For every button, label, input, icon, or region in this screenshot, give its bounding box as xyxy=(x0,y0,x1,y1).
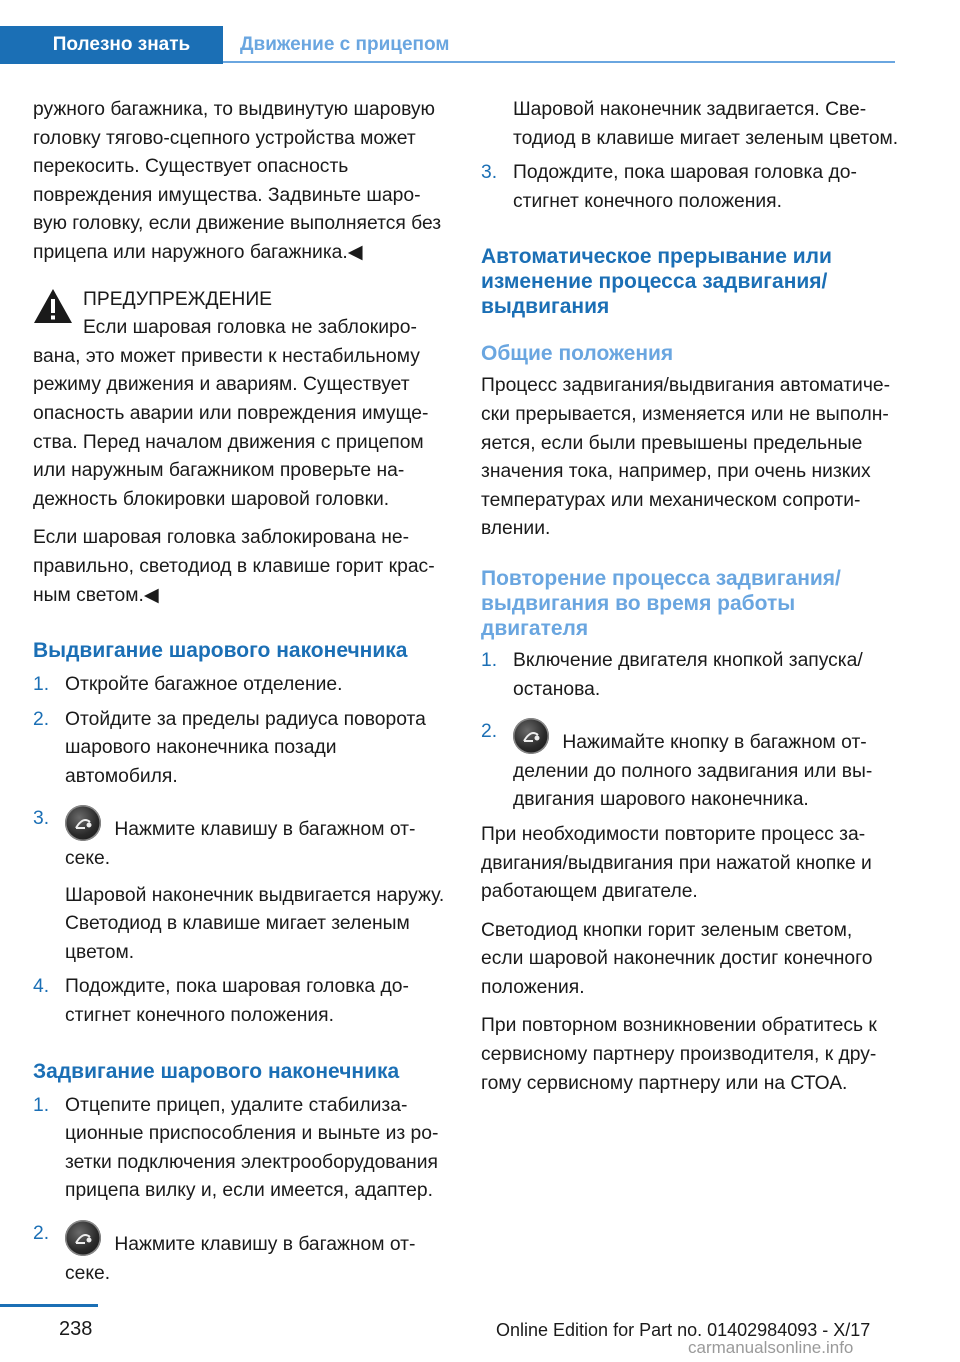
left-column xyxy=(33,96,447,1294)
warning-text-2: Если шаровая головка заблокирована неправильно, светодиод в клавише горит красным светом.◀ xyxy=(33,527,435,606)
trailer-hitch-button-icon xyxy=(65,805,101,841)
list-item: 2. Отойдите за пределы радиуса поворота шарового наконечника позади автомобиля. xyxy=(33,708,426,787)
warning-block xyxy=(33,286,447,611)
section-title-auto-interrupt: Автоматическое прерывание или изменение процесса задвигания/ выдвигания xyxy=(481,245,832,319)
chapter-tab: Полезно знать xyxy=(0,26,223,64)
warning-triangle-icon xyxy=(33,288,73,334)
footer-divider xyxy=(0,1304,98,1307)
trailer-hitch-button-icon xyxy=(65,1220,101,1256)
subsection-title-general: Общие положения xyxy=(481,342,674,366)
list-item: 1. Отцепите прицеп, удалите стабилизационные приспособления и выньте из розетки подключения электрооборудования прицепа вилку и, если имеется, адаптер. xyxy=(33,1094,439,1202)
list-item: 4. Подождите, пока шаровая головка достигнет конечного положения. xyxy=(33,976,409,1027)
warning-title: ПРЕДУПРЕЖДЕНИЕ xyxy=(83,288,273,310)
right-column xyxy=(481,96,899,1108)
general-paragraph: Процесс задвигания/выдвигания автоматически прерывается, изменяется или не выполняется, если были превышены предельные значения тока, например, при очень низких температурах или механическом сопротивлении. xyxy=(481,375,891,540)
list-item-continued: Шаровой наконечник задвигается. Светодиод в клавише мигает зеленым цветом. xyxy=(513,99,899,149)
subsection-title-repeat: Повторение процесса задвигания/ выдвигания во время работы двигателя xyxy=(481,566,841,640)
extend-steps xyxy=(33,671,447,1031)
page-number: 238 xyxy=(59,1318,93,1340)
edition-info: Online Edition for Part no. 01402984093 - X/17 xyxy=(496,1320,871,1340)
trailer-hitch-button-icon xyxy=(513,718,549,754)
watermark: carmanualsonline.info xyxy=(688,1338,854,1357)
list-item: 2. Нажимайте кнопку в багажном отделении до полного задвигания или выдвигания шарового наконечника. xyxy=(481,718,899,815)
paragraph: Светодиод кнопки горит зеленым светом, если шаровой наконечник достиг конечного положения. xyxy=(481,919,873,998)
list-item: 2. Нажмите клавишу в багажном отсеке. xyxy=(33,1220,447,1288)
header-divider xyxy=(223,61,895,63)
paragraph: При необходимости повторите процесс задвигания/выдвигания при нажатой кнопке и работающем двигателе. xyxy=(481,823,872,903)
section-title-retract: Задвигание шарового наконечника xyxy=(33,1059,400,1083)
intro-paragraph: ружного багажника, то выдвинутую шаровую головку тягово-сцепного устройства может перекосить. Существует опасность повреждения имущества. Задвиньте шаровую головку, если движение выполняется без прицепа или наружного багажника.◀ xyxy=(33,99,442,263)
retract-steps xyxy=(33,1092,447,1289)
list-item: 3. Подождите, пока шаровая головка достигнет конечного положения. xyxy=(481,162,857,212)
list-item: 1. Откройте багажное отделение. xyxy=(33,674,343,696)
section-title-extend: Выдвигание шарового наконечника xyxy=(33,639,408,663)
section-tab: Движение с прицепом xyxy=(240,34,450,55)
paragraph: При повторном возникновении обратитесь к сервисному партнеру производителя, к другому сервисному партнеру или на СТОА. xyxy=(481,1015,877,1094)
page-header xyxy=(0,0,960,64)
list-item: 1. Включение двигателя кнопкой запуска/ останова. xyxy=(481,649,863,700)
warning-text: Если шаровая головка не заблокирована, это может привести к нестабильному режиму движения и авариям. Существует опасность аварии или повреждения имущества. Перед началом движения с прицепом или наружным багажником проверьте надежность блокировки шаровой головки. xyxy=(33,317,429,510)
list-item: 3. Нажмите клавишу в багажном отсеке. Шаровой наконечник выдвигается наружу. Светодиод в клавише мигает зеленым цветом. xyxy=(33,805,447,967)
